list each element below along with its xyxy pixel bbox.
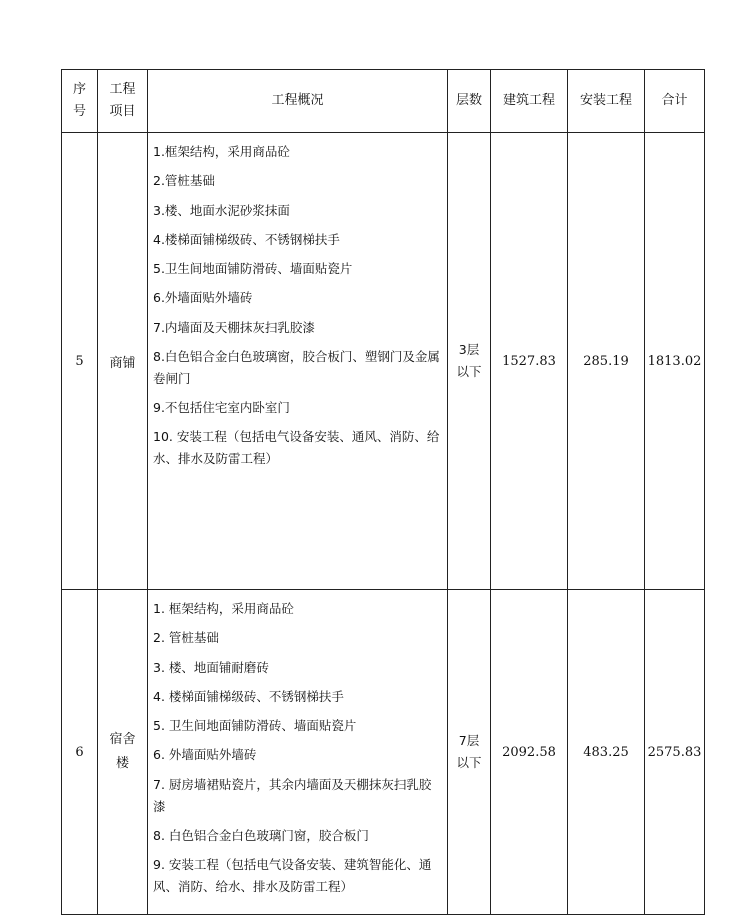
header-overview: 工程概况 [148, 70, 448, 133]
description-line: 7.内墙面及天棚抹灰扫乳胶漆 [153, 319, 315, 335]
description-line: 3. 楼、地面铺耐磨砖 [153, 659, 269, 675]
header-building: 建筑工程 [491, 70, 568, 133]
row-description [148, 133, 448, 590]
description-line: 1.框架结构，采用商品砼 [153, 144, 290, 159]
description-line: 2. 管桩基础 [153, 630, 219, 646]
description-line: 10. 安装工程（包括电气设备安装、通风、消防、给水、排水及防雷工程） [153, 429, 440, 467]
description-line: 4. 楼梯面铺梯级砖、不锈钢梯扶手 [153, 688, 344, 704]
row-no: 6 [62, 590, 98, 915]
row-install-cost: 483.25 [568, 590, 645, 915]
description-line: 6.外墙面贴外墙砖 [153, 290, 253, 306]
description-line: 9. 安装工程（包括电气设备安装、建筑智能化、通风、消防、给水、排水及防雷工程） [153, 857, 432, 895]
row-total-cost: 2575.83 [645, 590, 705, 915]
row-building-cost: 2092.58 [491, 590, 568, 915]
project-table [61, 69, 705, 915]
description-line: 7. 厨房墙裙贴瓷片，其余内墙面及天棚抹灰扫乳胶漆 [153, 776, 432, 814]
row-no: 5 [62, 133, 98, 590]
table-row [62, 133, 705, 590]
header-floors: 层数 [448, 70, 491, 133]
description-line: 4.楼梯面铺梯级砖、不锈钢梯扶手 [153, 231, 340, 247]
row-floors: 3层以下 [448, 133, 491, 590]
row-install-cost: 285.19 [568, 133, 645, 590]
table-row [62, 590, 705, 915]
description-line: 5.卫生间地面铺防滑砖、墙面贴瓷片 [153, 261, 353, 277]
description-line: 9.不包括住宅室内卧室门 [153, 400, 290, 416]
table-header-row [62, 70, 705, 133]
row-total-cost: 1813.02 [645, 133, 705, 590]
row-floors: 7层以下 [448, 590, 491, 915]
description-line: 1. 框架结构，采用商品砼 [153, 601, 294, 616]
description-line: 5. 卫生间地面铺防滑砖、墙面贴瓷片 [153, 718, 357, 734]
header-item: 工程项目 [98, 70, 148, 133]
description-line: 2.管桩基础 [153, 173, 215, 189]
header-total: 合计 [645, 70, 705, 133]
description-line: 3.楼、地面水泥砂浆抹面 [153, 202, 290, 218]
row-description [148, 590, 448, 915]
description-line: 6. 外墙面贴外墙砖 [153, 747, 257, 763]
header-install: 安装工程 [568, 70, 645, 133]
header-no: 序号 [62, 70, 98, 133]
row-item: 商铺 [98, 133, 148, 590]
row-item: 宿舍楼 [98, 590, 148, 915]
description-line: 8.白色铝合金白色玻璃窗，胶合板门、塑钢门及金属卷闸门 [153, 349, 440, 387]
description-line: 8. 白色铝合金白色玻璃门窗，胶合板门 [153, 827, 369, 843]
row-building-cost: 1527.83 [491, 133, 568, 590]
